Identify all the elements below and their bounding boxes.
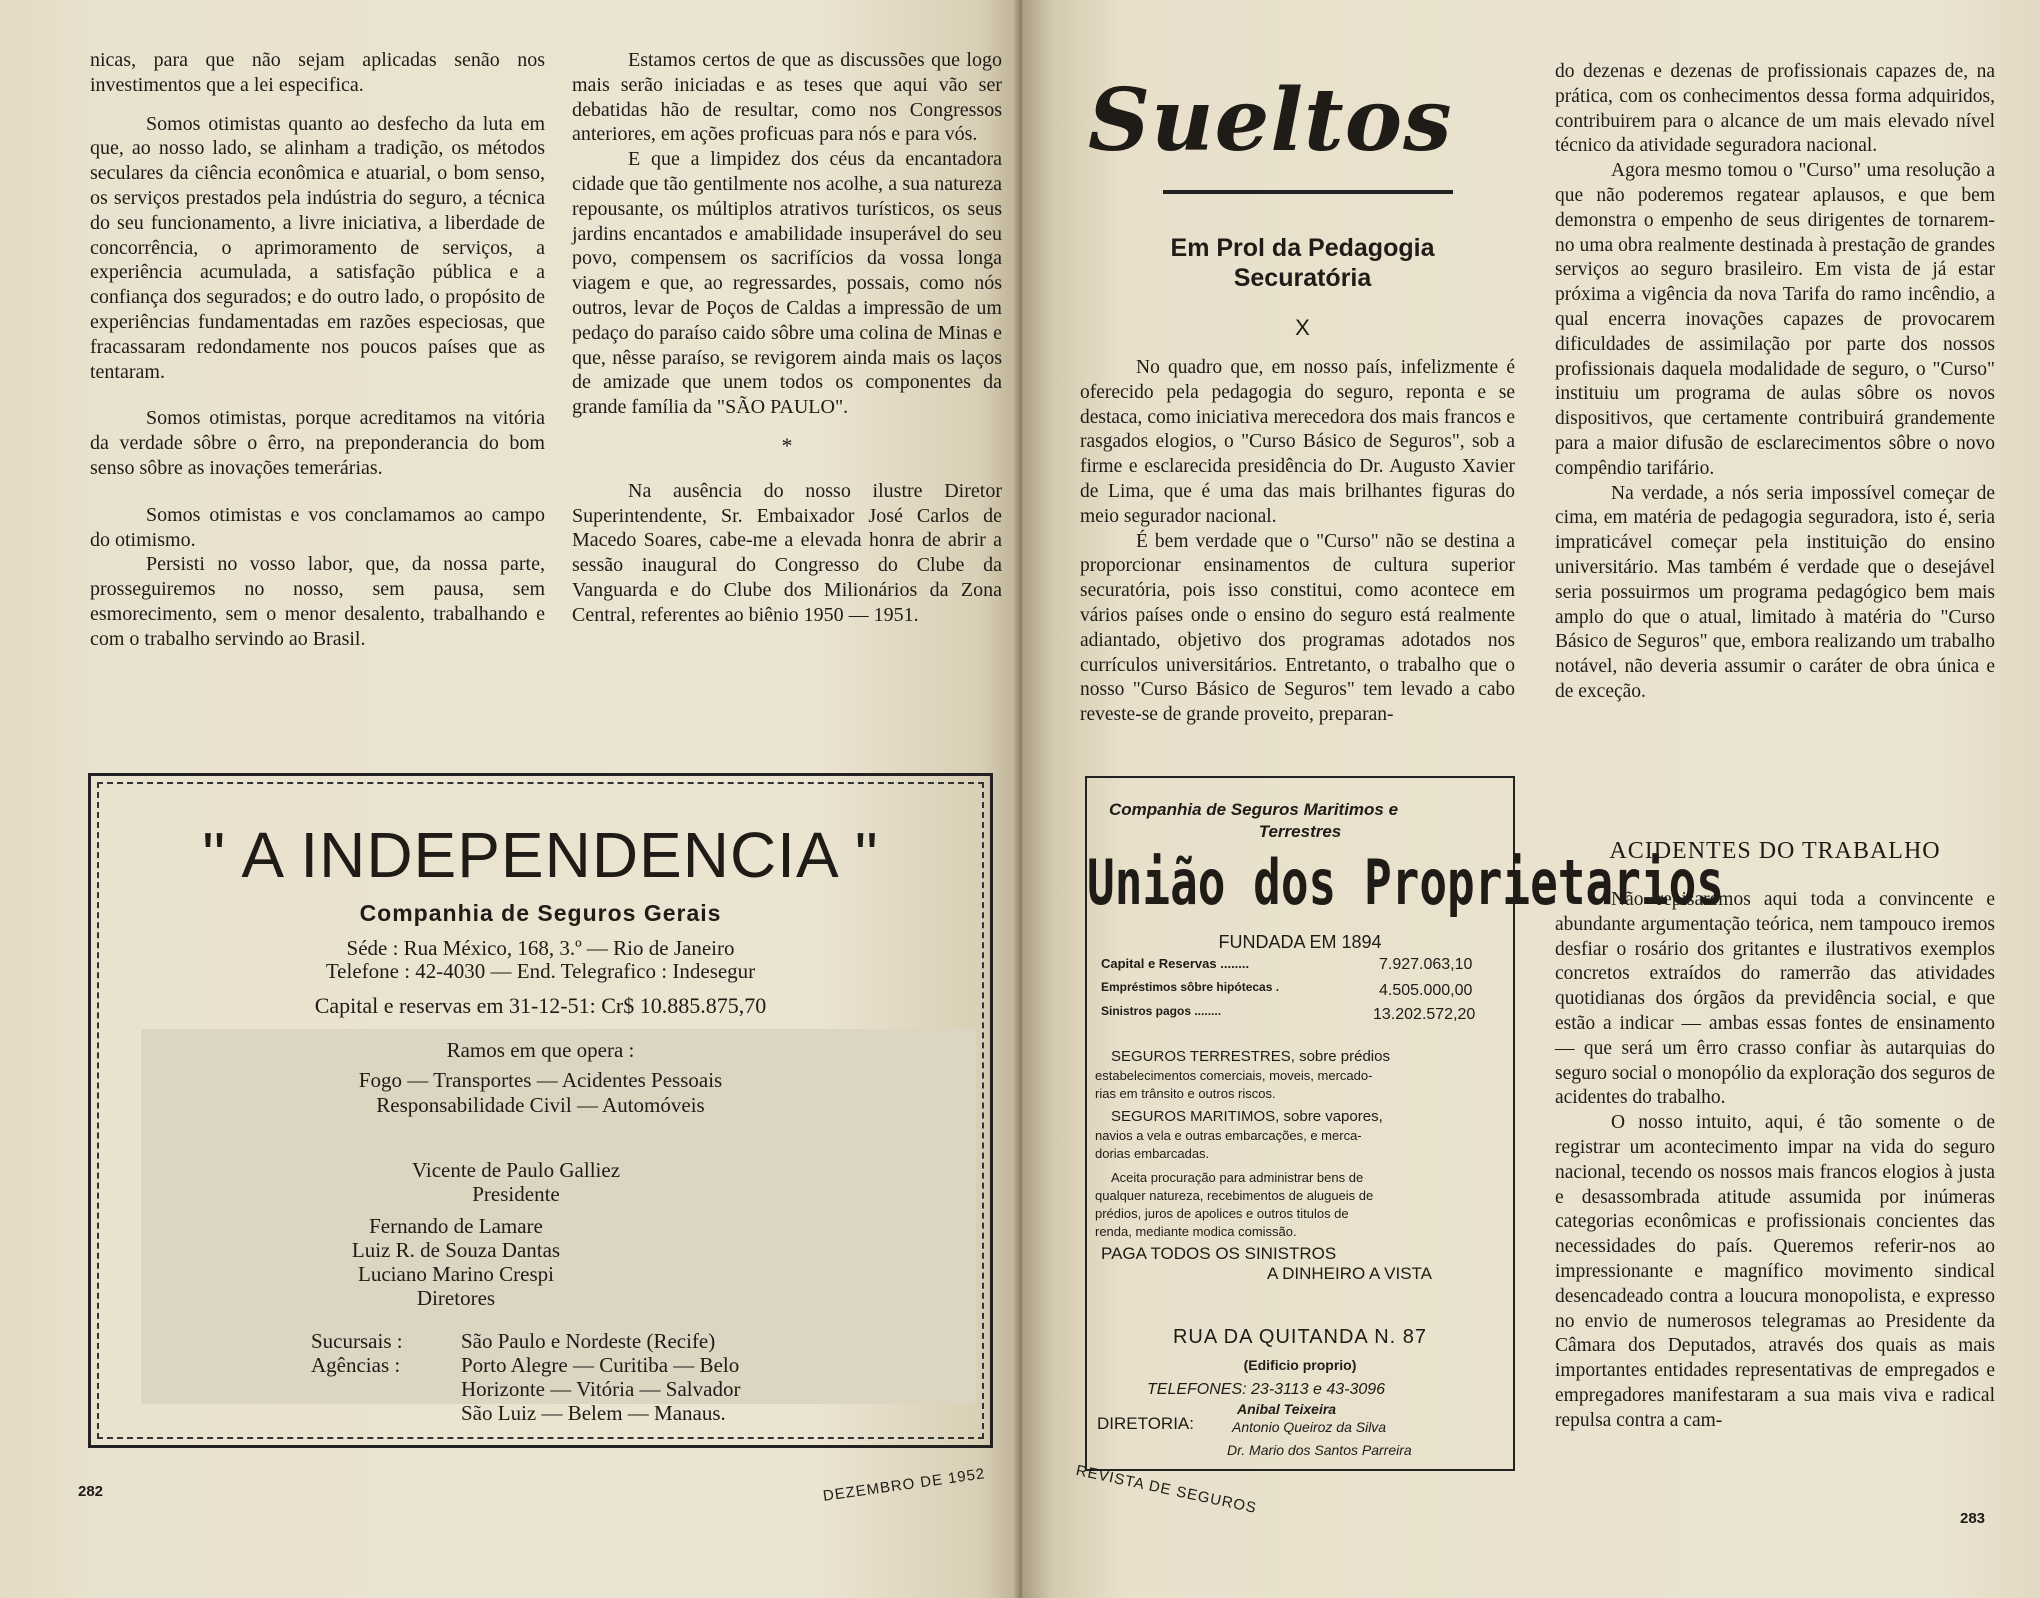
paragraph: Somos otimistas, porque acreditamos na vitória da verdade sôbre o êrro, na preponderancia do bom senso sôbre as inovações temerárias. xyxy=(90,407,545,479)
section-separator: * xyxy=(781,432,793,458)
ad-sucursais-value: São Paulo e Nordeste (Recife) xyxy=(461,1329,716,1353)
ad2-company-name: União dos Proprietarios xyxy=(1087,846,1724,919)
paragraph: Estamos certos de que as discussões que logo mais serão iniciadas e as teses que aqui vão ser debatidas hão de resultar, como nos Congressos anteriores, em ações proficuas para nós e para vós. xyxy=(572,49,1002,146)
ad2-text-line: rias em trânsito e outros riscos. xyxy=(1095,1086,1276,1101)
ad-director-name: Luciano Marino Crespi xyxy=(358,1262,554,1286)
paragraph: nicas, para que não sejam aplicadas senão nos investimentos que a lei especifica. xyxy=(90,49,545,96)
page-number: 282 xyxy=(78,1483,104,1500)
right-column-1 xyxy=(1080,356,1515,728)
ad2-phones: TELEFONES: 23-3113 e 43-3096 xyxy=(1147,1381,1386,1398)
ad2-director: Anibal Teixeira xyxy=(1237,1401,1337,1417)
ad2-text-line: dorias embarcadas. xyxy=(1095,1146,1210,1161)
left-column-2 xyxy=(572,48,1002,628)
page-footer: REVISTA DE SEGUROS xyxy=(1074,1462,1259,1517)
paragraph: Não repisaremos aqui toda a convincente e abundante argumentação teórica, nem tampouco iremos desfiar o rosário dos gritantes e ilustrativos exemplos concretos extraídos do ramerrão das atividades quotidianas dos órgãos da previdência social, e que estão a indicar — ambas essas fontes de ensinamento — que será um êrro crasso confiar às autarquias do seguro social o monopólio da exploração dos seguros de acidentes do trabalho. xyxy=(1555,889,1995,1109)
advertisement-a-independencia xyxy=(88,773,993,1448)
paragraph: Somos otimistas e vos conclamamos ao campo do otimismo. xyxy=(90,503,545,551)
ad2-row-label: Empréstimos sôbre hipótecas . xyxy=(1101,980,1280,994)
ad2-diretoria-label: DIRETORIA: xyxy=(1097,1414,1194,1433)
ad-president-title: Presidente xyxy=(472,1182,560,1206)
ad-president-name: Vicente de Paulo Galliez xyxy=(411,1158,621,1182)
ad2-director: Antonio Queiroz da Silva xyxy=(1232,1419,1387,1435)
ad2-text-line: renda, mediante modica comissão. xyxy=(1095,1224,1297,1239)
ad-ramos-line: Fogo — Transportes — Acidentes Pessoais xyxy=(358,1068,723,1092)
ad-agencias-line: São Luiz — Belem — Manaus. xyxy=(461,1401,726,1425)
ad2-heading: Companhia de Seguros Maritimos e xyxy=(1109,800,1399,819)
ad-directors-title: Diretores xyxy=(416,1286,496,1310)
sueltos-heading: Sueltos xyxy=(1088,70,1453,171)
ad2-text-line: SEGUROS TERRESTRES, sobre prédios xyxy=(1111,1048,1390,1065)
ad2-text-line: navios a vela e outras embarcações, e merca- xyxy=(1095,1128,1362,1143)
paragraph: do dezenas e dezenas de profissionais capazes de, na prática, com os conhecimentos dessa forma adquiridos, contribuirem para o alcance de um mais elevado nível técnico da atividade seguradora nacional. xyxy=(1555,61,1995,157)
paragraph: Na ausência do nosso ilustre Diretor Superintendente, Sr. Embaixador José Carlos de Macedo Soares, cabe-me a elevada honra de abrir a sessão inaugural do Congresso do Clube da Vanguarda e do Clube dos Milionários da Zona Central, referentes ao biênio 1950 — 1951. xyxy=(572,479,1002,626)
section-title: Em Prol da Pedagogia xyxy=(1170,234,1435,262)
paragraph: No quadro que, em nosso país, infelizmente é oferecido pela pedagogia do seguro, reponta e se destaca, como iniciativa merecedora dos mais francos e rasgados elogios, o "Curso Básico de Seguros", sob a firme e esclarecida presidência do Dr. Augusto Xavier de Lima, que é uma das mais brilhantes figuras do meio segurador nacional. xyxy=(1080,357,1515,527)
ad2-founded: FUNDADA EM 1894 xyxy=(1218,932,1382,952)
ad2-director: Dr. Mario dos Santos Parreira xyxy=(1227,1442,1412,1458)
ad2-text-line: SEGUROS MARITIMOS, sobre vapores, xyxy=(1111,1108,1383,1125)
section-numeral: X xyxy=(1295,315,1310,340)
ad2-building: (Edificio proprio) xyxy=(1243,1357,1357,1373)
ad-subtitle: Companhia de Seguros Gerais xyxy=(359,900,722,926)
ad-sucursais-label: Sucursais : xyxy=(311,1329,403,1353)
ad-ramos-heading: Ramos em que opera : xyxy=(446,1038,635,1062)
section-title: Securatória xyxy=(1233,264,1372,292)
ad2-row-label: Capital e Reservas ........ xyxy=(1101,956,1250,971)
ad-ramos-line: Responsabilidade Civil — Automóveis xyxy=(376,1093,705,1117)
acidentes-heading: ACIDENTES DO TRABALHO xyxy=(1609,838,1941,864)
ad2-text-line: prédios, juros de apolices e outros titulos de xyxy=(1095,1206,1349,1221)
heading-rule xyxy=(1163,190,1453,194)
left-column-1 xyxy=(90,48,545,652)
ad2-paga: PAGA TODOS OS SINISTROS xyxy=(1101,1244,1337,1263)
ad2-text-line: estabelecimentos comerciais, moveis, mercado- xyxy=(1095,1068,1373,1083)
right-column-2 xyxy=(1555,60,1995,705)
ad-agencias-label: Agências : xyxy=(311,1353,401,1377)
ad2-row-label: Sinistros pagos ........ xyxy=(1101,1004,1222,1018)
paragraph: Somos otimistas quanto ao desfecho da luta em que, ao nosso lado, se alinham a tradição, os métodos seculares da ciência econômica e atuarial, o bom senso, os serviços prestados pela indústria do seguro, a técnica do seu funcionamento, a livre iniciativa, a liberdade de concorrência, o aprimoramento de serviços, a experiência acumulada, a satisfação pública e a confiança dos segurados; e do outro lado, o propósito de experiências fundamentadas em razões especiosas, que fracassaram redondamente nos poucos países que as tentaram. xyxy=(90,112,545,383)
ad-title: " A INDEPENDENCIA " xyxy=(202,819,879,891)
ad-director-name: Fernando de Lamare xyxy=(369,1214,543,1238)
paragraph: É bem verdade que o "Curso" não se destina a proporcionar ensinamentos de cultura superior securatória, pois isso constitui, como acontece em vários países onde o ensino do seguro está realmente adiantado, objetivo dos programas adotados nos currículos universitários. Entretanto, o trabalho que o nosso "Curso Básico de Seguros" tem levado a cabo reveste-se de grande proveito, preparan- xyxy=(1080,530,1515,726)
ad-capital: Capital e reservas em 31-12-51: Cr$ 10.885.875,70 xyxy=(314,993,767,1018)
paragraph: O nosso intuito, aqui, é tão somente o de registrar um acontecimento impar na vida do seguro nacional, tecendo os nossos mais francos elogios à justa e desassombrada atitude assumida por inúmeras categorias econômicas e profissionais concientes das necessidades do país. Queremos referir-nos ao impressionante e magnífico movimento sindical desencadeado contra a loucura monopolista, e expresso no envio de numerosos telegramas ao Presidente da Câmara dos Deputados, através dos quais as mais importantes entidades representativas de empregados e empregadores manifestaram a sua mais viva e radical repulsa contra a cam- xyxy=(1555,1112,1995,1431)
ad-address: Séde : Rua México, 168, 3.º — Rio de Janeiro xyxy=(346,936,735,960)
ad2-paga: A DINHEIRO A VISTA xyxy=(1267,1264,1433,1283)
paragraph: E que a limpidez dos céus da encantadora cidade que tão gentilmente nos acolhe, a sua natureza repousante, os múltiplos atrativos turísticos, os seus jardins encantados e amabilidade insuperável do seu povo, compensem os sacrifícios da vossa longa viagem e que, ao regressardes, possais, como nós outros, levar de Poços de Caldas a impressão de um pedaço do paraíso caido sôbre uma colina de Minas e que, nêsse paraíso, se revigorem ainda mais os laços de amizade que unem todos os componentes da grande família da "SÃO PAULO". xyxy=(572,148,1002,419)
ad-agencias-line: Horizonte — Vitória — Salvador xyxy=(461,1377,741,1401)
right-column-2b xyxy=(1555,888,1995,1434)
ad-agencias-line: Porto Alegre — Curitiba — Belo xyxy=(461,1353,740,1377)
ad-director-name: Luiz R. de Souza Dantas xyxy=(351,1238,561,1262)
ad2-text-line: Aceita procuração para administrar bens de xyxy=(1111,1170,1364,1185)
paragraph: Persisti no vosso labor, que, da nossa parte, prosseguiremos no nosso, sem pausa, sem esmorecimento, sem o menor desalento, trabalhando e com o trabalho servindo ao Brasil. xyxy=(90,553,545,650)
ad-phone: Telefone : 42-4030 — End. Telegrafico : Indesegur xyxy=(325,959,756,983)
page-footer: DEZEMBRO DE 1952 xyxy=(822,1465,987,1505)
ad2-heading: Terrestres xyxy=(1258,822,1342,841)
advertisement-uniao-proprietarios xyxy=(1085,776,1724,1471)
paragraph: Na verdade, a nós seria impossível começar de cima, em matéria de pedagogia seguradora, isto é, seria impraticável começar pela instituição do ensino universitário. Mas também é verdade que o desejável seria possuirmos um programa pedagógico bem mais amplo do que o atual, limitado à matéria do "Curso Básico de Seguros" que, embora realizando um trabalho notável, não deveria assumir o caráter de obra única e de exceção. xyxy=(1555,482,1995,702)
page-number: 283 xyxy=(1960,1510,1986,1527)
paragraph: Agora mesmo tomou o "Curso" uma resolução a que não poderemos regatear aplausos, e que bem demonstra o empenho de seus dirigentes de tornarem-no uma obra realmente destinada à prestação de grandes serviços ao seguro brasileiro. Em vista de já estar próxima a vigência da nova Tarifa do ramo incêndio, a qual encerra inovações capazes de provocarem dificuldades de assimilação por parte dos nossos profissionais daquela modalidade de seguro, o "Curso" instituiu um programa de aulas sôbre os novos dispositivos, que certamente contribuirá grandemente para a maior difusão de esclarecimentos sôbre o novo compêndio tarifário. xyxy=(1555,160,1995,479)
ad2-text-line: qualquer natureza, recebimentos de alugueis de xyxy=(1095,1188,1374,1203)
ad2-street: RUA DA QUITANDA N. 87 xyxy=(1172,1326,1428,1348)
ad2-row-value: 7.927.063,10 xyxy=(1379,956,1473,973)
ad2-row-value: 13.202.572,20 xyxy=(1373,1006,1476,1023)
ad2-row-value: 4.505.000,00 xyxy=(1379,982,1473,999)
